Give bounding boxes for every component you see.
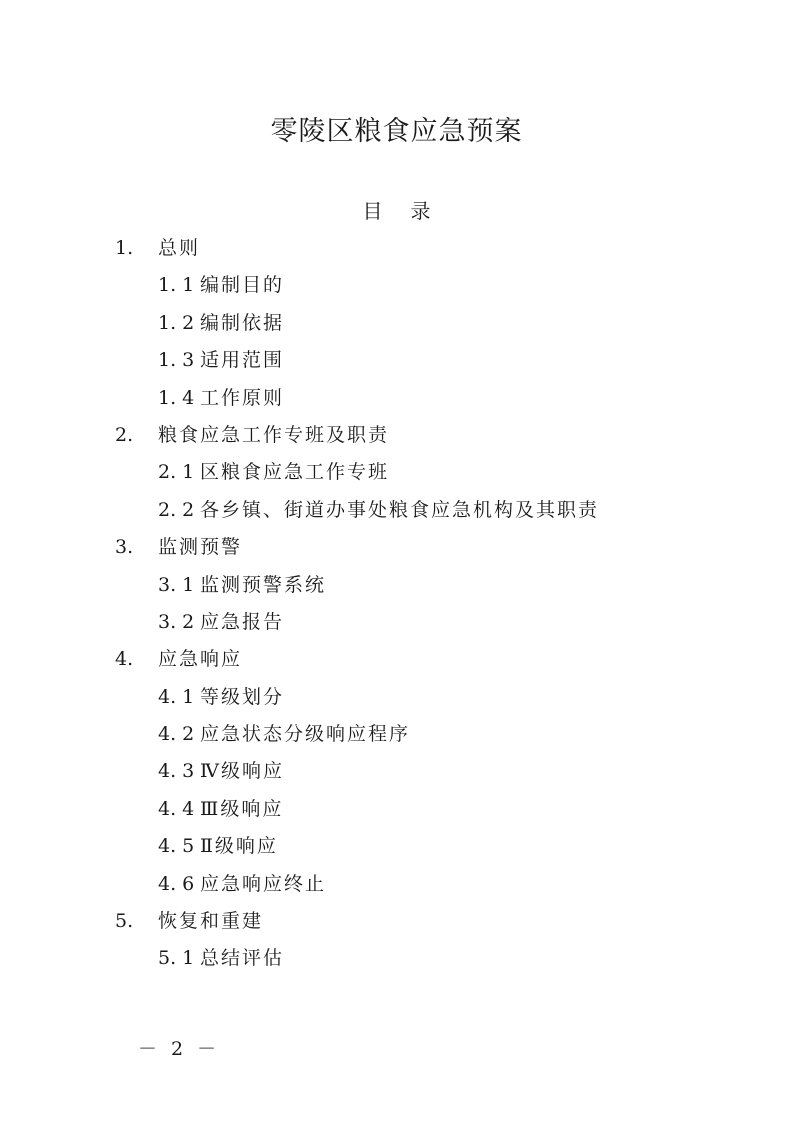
toc-entry-title: 应急响应终止: [200, 872, 327, 895]
toc-entry-title: 编制依据: [200, 311, 285, 334]
toc-entry-title: 区粮食应急工作专班: [200, 461, 390, 484]
toc-entry-number: 4. 1: [158, 685, 195, 708]
toc-entry-number: 2. 1: [158, 461, 195, 484]
table-of-contents: [0, 230, 793, 978]
toc-entry-number: 5.: [115, 910, 134, 933]
toc-entry-title: 应急报告: [200, 610, 285, 633]
toc-heading: [0, 196, 793, 226]
toc-entry[interactable]: [0, 417, 793, 454]
toc-entry-title: 恢复和重建: [158, 910, 264, 933]
toc-subentry[interactable]: [0, 866, 793, 903]
toc-entry-number: 4. 5: [158, 835, 195, 858]
toc-subentry[interactable]: [0, 454, 793, 491]
toc-subentry[interactable]: [0, 305, 793, 342]
toc-entry-title: 应急状态分级响应程序: [200, 723, 411, 746]
toc-entry-title: 监测预警: [158, 536, 243, 559]
toc-entry-number: 4. 4: [158, 797, 195, 820]
toc-entry-title: 应急响应: [158, 648, 243, 671]
toc-entry-title: 等级划分: [200, 685, 285, 708]
toc-entry-title: 粮食应急工作专班及职责: [158, 423, 390, 446]
toc-entry[interactable]: [0, 903, 793, 940]
toc-entry-title: Ⅱ级响应: [200, 835, 278, 858]
toc-entry-title: 总结评估: [200, 947, 285, 970]
toc-entry-number: 1. 2: [158, 311, 195, 334]
toc-subentry[interactable]: [0, 940, 793, 977]
toc-entry-number: 1.: [115, 237, 134, 259]
page-number: － 2 －: [138, 1038, 221, 1060]
toc-entry-title: 编制目的: [200, 274, 285, 297]
toc-subentry[interactable]: [0, 267, 793, 304]
toc-subentry[interactable]: [0, 791, 793, 828]
toc-subentry[interactable]: [0, 753, 793, 790]
toc-entry-number: 2.: [115, 423, 134, 446]
toc-entry-title: 总则: [158, 237, 201, 259]
toc-entry-number: 4. 6: [158, 872, 195, 895]
toc-heading-char: 目: [362, 199, 383, 223]
toc-entry-number: 3.: [115, 536, 134, 559]
toc-entry-title: 适用范围: [200, 349, 285, 372]
toc-entry-number: 5. 1: [158, 947, 195, 970]
toc-entry-number: 1. 3: [158, 349, 195, 372]
toc-entry-number: 4. 3: [158, 760, 195, 783]
toc-subentry[interactable]: [0, 380, 793, 417]
toc-subentry[interactable]: [0, 567, 793, 604]
toc-heading-char: 录: [410, 199, 431, 223]
toc-subentry[interactable]: [0, 679, 793, 716]
toc-subentry[interactable]: [0, 342, 793, 379]
document-title: 零陵区粮食应急预案: [270, 116, 523, 147]
toc-entry[interactable]: [0, 230, 793, 267]
toc-entry-title: 监测预警系统: [200, 573, 327, 596]
toc-entry[interactable]: [0, 529, 793, 566]
toc-subentry[interactable]: [0, 828, 793, 865]
toc-entry-number: 1. 4: [158, 386, 195, 409]
toc-entry-number: 4.: [115, 648, 134, 671]
toc-entry-title: 工作原则: [200, 386, 285, 409]
toc-subentry[interactable]: [0, 604, 793, 641]
toc-entry-title: Ⅳ级响应: [200, 760, 284, 783]
toc-entry-number: 4. 2: [158, 723, 195, 746]
toc-entry-number: 3. 2: [158, 610, 195, 633]
toc-entry-title: Ⅲ级响应: [200, 797, 284, 820]
toc-entry-number: 3. 1: [158, 573, 195, 596]
toc-entry-title: 各乡镇、街道办事处粮食应急机构及其职责: [200, 498, 600, 521]
toc-entry-number: 2. 2: [158, 498, 195, 521]
toc-entry[interactable]: [0, 641, 793, 678]
toc-subentry[interactable]: [0, 492, 793, 529]
toc-entry-number: 1. 1: [158, 274, 195, 297]
toc-subentry[interactable]: [0, 716, 793, 753]
